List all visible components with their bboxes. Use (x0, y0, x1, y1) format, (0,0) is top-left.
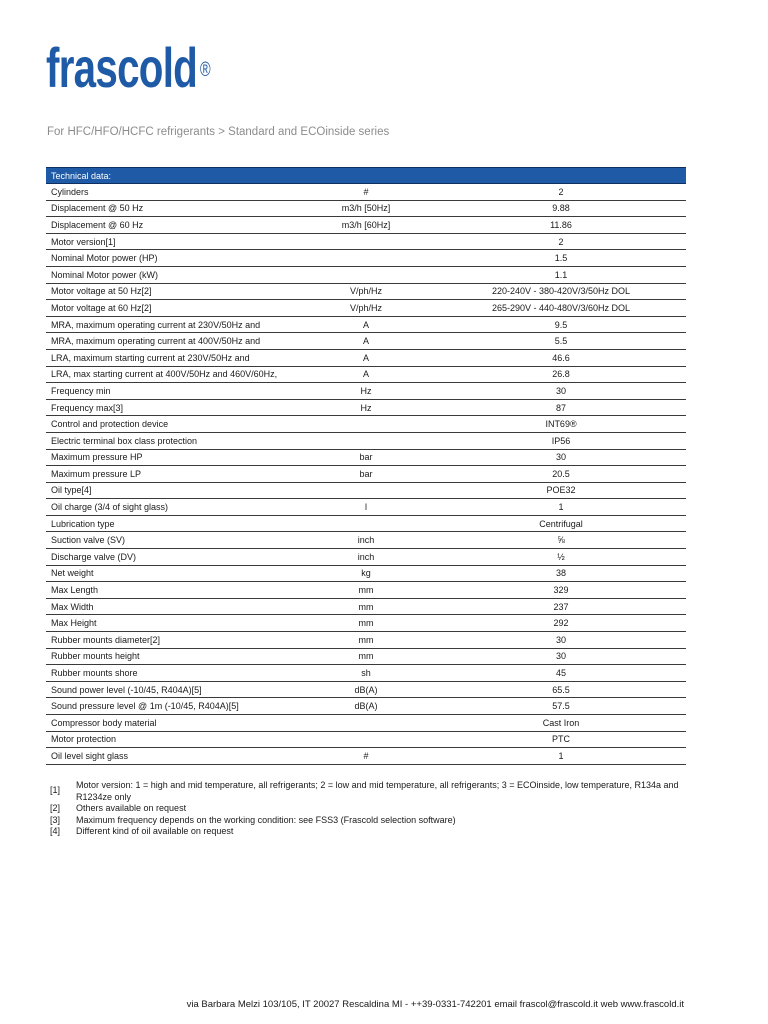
spec-label: Net weight (46, 565, 296, 582)
spec-label: Max Height (46, 615, 296, 632)
footnote (50, 826, 690, 838)
table-row (46, 731, 686, 748)
table-row (46, 399, 686, 416)
technical-data-table (46, 167, 686, 765)
spec-label: Frequency min (46, 383, 296, 400)
spec-value: 46.6 (436, 349, 686, 366)
table-header-row (46, 168, 686, 184)
spec-unit (296, 515, 436, 532)
table-row (46, 715, 686, 732)
table-row (46, 515, 686, 532)
spec-label: Motor voltage at 50 Hz[2] (46, 283, 296, 300)
spec-label: Frequency max[3] (46, 399, 296, 416)
footnote-text: Motor version: 1 = high and mid temperature, all refrigerants; 2 = low and mid temperature, all refrigerants; 3 = ECOinside, low temperature, R134a and R1234ze only (76, 780, 679, 802)
table-header: Technical data: (46, 168, 686, 184)
spec-value: Centrifugal (436, 515, 686, 532)
table-row (46, 283, 686, 300)
spec-unit: mm (296, 615, 436, 632)
spec-unit (296, 233, 436, 250)
spec-value: Cast Iron (436, 715, 686, 732)
spec-unit: bar (296, 466, 436, 483)
spec-label: LRA, maximum starting current at 230V/50Hz and (46, 349, 296, 366)
table-row (46, 565, 686, 582)
footnote-text: Maximum frequency depends on the working condition: see FSS3 (Frascold selection software) (76, 814, 456, 825)
footnote-number: [4] (50, 826, 61, 836)
spec-value: 9.88 (436, 200, 686, 217)
spec-unit (296, 266, 436, 283)
spec-value: 30 (436, 648, 686, 665)
spec-value: 220-240V - 380-420V/3/50Hz DOL (436, 283, 686, 300)
spec-value: PTC (436, 731, 686, 748)
spec-unit: A (296, 316, 436, 333)
spec-unit: dB(A) (296, 698, 436, 715)
spec-unit: sh (296, 665, 436, 682)
table-row (46, 316, 686, 333)
spec-value: 30 (436, 383, 686, 400)
spec-unit: mm (296, 648, 436, 665)
table-row (46, 681, 686, 698)
table-row (46, 233, 686, 250)
registered-mark: ® (199, 59, 210, 81)
company-footer: via Barbara Melzi 103/105, IT 20027 Rescaldina MI - ++39-0331-742201 email frascol@frascold.it web www.frascold.it (186, 999, 684, 1010)
spec-unit: m3/h [50Hz] (296, 200, 436, 217)
spec-unit: A (296, 349, 436, 366)
footnote (50, 815, 690, 827)
spec-value: 1 (436, 748, 686, 765)
spec-value: 5.5 (436, 333, 686, 350)
table-row (46, 698, 686, 715)
spec-unit: l (296, 499, 436, 516)
spec-value: 20.5 (436, 466, 686, 483)
spec-label: Max Width (46, 598, 296, 615)
spec-value: 1.1 (436, 266, 686, 283)
spec-label: Lubrication type (46, 515, 296, 532)
spec-value: 30 (436, 449, 686, 466)
spec-label: Compressor body material (46, 715, 296, 732)
spec-unit (296, 250, 436, 267)
table-row (46, 532, 686, 549)
table-row (46, 333, 686, 350)
spec-value: 1 (436, 499, 686, 516)
spec-label: Sound power level (-10/45, R404A)[5] (46, 681, 296, 698)
spec-label: Motor protection (46, 731, 296, 748)
spec-unit: # (296, 184, 436, 201)
spec-value: 57.5 (436, 698, 686, 715)
footnote-text: Different kind of oil available on request (76, 826, 234, 836)
spec-unit: inch (296, 549, 436, 566)
spec-label: Maximum pressure HP (46, 449, 296, 466)
table-row (46, 598, 686, 615)
spec-label: MRA, maximum operating current at 230V/50Hz and (46, 316, 296, 333)
spec-label: Max Length (46, 582, 296, 599)
spec-value: 11.86 (436, 217, 686, 234)
spec-label: Cylinders (46, 184, 296, 201)
spec-value: 2 (436, 184, 686, 201)
spec-value: 237 (436, 598, 686, 615)
spec-value: 87 (436, 399, 686, 416)
table-row (46, 665, 686, 682)
table-row (46, 449, 686, 466)
spec-label: Maximum pressure LP (46, 466, 296, 483)
frascold-logo (46, 38, 210, 98)
spec-value: INT69® (436, 416, 686, 433)
spec-label: Oil charge (3/4 of sight glass) (46, 499, 296, 516)
footnote (50, 780, 690, 803)
spec-value: 65.5 (436, 681, 686, 698)
spec-unit: Hz (296, 383, 436, 400)
spec-label: MRA, maximum operating current at 400V/50Hz and (46, 333, 296, 350)
spec-label: Electric terminal box class protection (46, 432, 296, 449)
spec-value: 2 (436, 233, 686, 250)
table-row (46, 184, 686, 201)
spec-unit (296, 731, 436, 748)
spec-value: ⅝ (436, 532, 686, 549)
table-row (46, 748, 686, 765)
spec-value: ½ (436, 549, 686, 566)
spec-label: Discharge valve (DV) (46, 549, 296, 566)
spec-label: Rubber mounts height (46, 648, 296, 665)
table-row (46, 632, 686, 649)
table-row (46, 250, 686, 267)
spec-label: Displacement @ 60 Hz (46, 217, 296, 234)
spec-label: Suction valve (SV) (46, 532, 296, 549)
table-row (46, 416, 686, 433)
spec-label: Control and protection device (46, 416, 296, 433)
spec-value: POE32 (436, 482, 686, 499)
spec-value: 329 (436, 582, 686, 599)
table-body (46, 184, 686, 765)
spec-value: 26.8 (436, 366, 686, 383)
spec-value: 265-290V - 440-480V/3/60Hz DOL (436, 300, 686, 317)
table-row (46, 615, 686, 632)
spec-value: 1.5 (436, 250, 686, 267)
table-row (46, 582, 686, 599)
table-row (46, 300, 686, 317)
spec-unit: mm (296, 598, 436, 615)
spec-label: Oil level sight glass (46, 748, 296, 765)
table-row (46, 366, 686, 383)
spec-label: Nominal Motor power (HP) (46, 250, 296, 267)
spec-unit: # (296, 748, 436, 765)
spec-value: 292 (436, 615, 686, 632)
spec-unit: m3/h [60Hz] (296, 217, 436, 234)
spec-unit: A (296, 366, 436, 383)
footnote-number: [1] (50, 785, 61, 795)
spec-unit: A (296, 333, 436, 350)
spec-label: Motor version[1] (46, 233, 296, 250)
spec-unit (296, 715, 436, 732)
table-row (46, 499, 686, 516)
table-row (46, 432, 686, 449)
table-row (46, 266, 686, 283)
footnote (50, 803, 690, 815)
spec-unit: mm (296, 632, 436, 649)
spec-value: IP56 (436, 432, 686, 449)
spec-value: 38 (436, 565, 686, 582)
table-row (46, 383, 686, 400)
spec-unit: Hz (296, 399, 436, 416)
spec-unit: bar (296, 449, 436, 466)
spec-unit: V/ph/Hz (296, 283, 436, 300)
table-row (46, 466, 686, 483)
spec-unit (296, 432, 436, 449)
table-row (46, 349, 686, 366)
spec-label: Displacement @ 50 Hz (46, 200, 296, 217)
spec-label: Rubber mounts shore (46, 665, 296, 682)
spec-label: LRA, max starting current at 400V/50Hz and 460V/60Hz, (46, 366, 296, 383)
spec-value: 30 (436, 632, 686, 649)
spec-unit (296, 416, 436, 433)
table-row (46, 648, 686, 665)
footnote-text: Others available on request (76, 803, 187, 813)
spec-unit: dB(A) (296, 681, 436, 698)
spec-unit (296, 482, 436, 499)
spec-value: 9.5 (436, 316, 686, 333)
spec-label: Oil type[4] (46, 482, 296, 499)
table-row (46, 200, 686, 217)
footnote-number: [3] (50, 814, 61, 825)
spec-value: 45 (436, 665, 686, 682)
logo-text: frascold (46, 36, 198, 99)
footnotes (50, 780, 690, 838)
table-row (46, 482, 686, 499)
breadcrumb: For HFC/HFO/HCFC refrigerants > Standard and ECOinside series (47, 126, 390, 138)
spec-label: Sound pressure level @ 1m (-10/45, R404A)[5] (46, 698, 296, 715)
spec-label: Rubber mounts diameter[2] (46, 632, 296, 649)
footnote-number: [2] (50, 803, 61, 813)
spec-unit: V/ph/Hz (296, 300, 436, 317)
table-row (46, 549, 686, 566)
spec-unit: kg (296, 565, 436, 582)
spec-unit: mm (296, 582, 436, 599)
table-row (46, 217, 686, 234)
spec-label: Nominal Motor power (kW) (46, 266, 296, 283)
spec-unit: inch (296, 532, 436, 549)
spec-label: Motor voltage at 60 Hz[2] (46, 300, 296, 317)
